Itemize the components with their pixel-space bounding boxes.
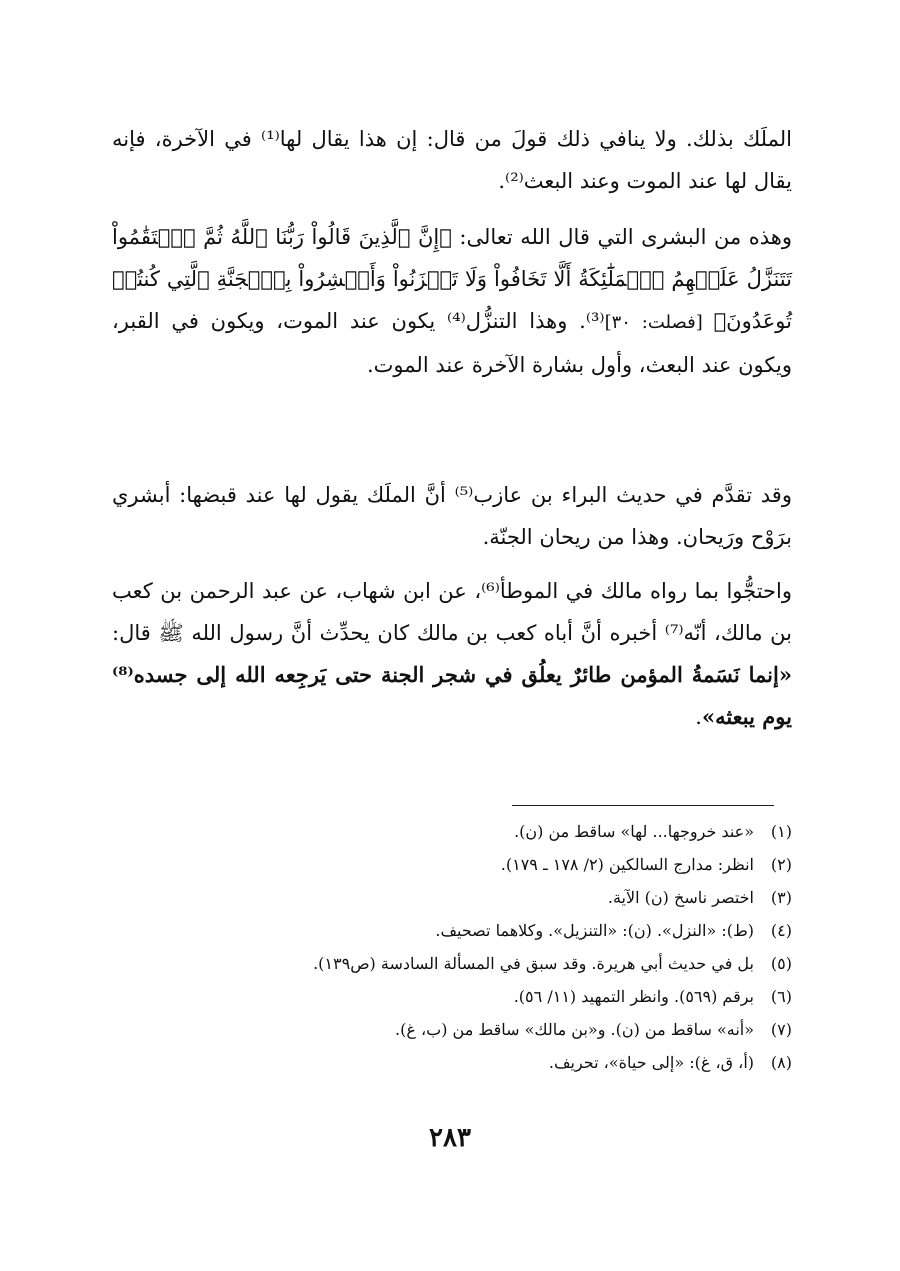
footnotes (112, 815, 792, 1079)
footnote (112, 815, 792, 848)
footnote-divider (512, 805, 774, 806)
verse-reference: [فصلت: ٣٠] (604, 312, 714, 333)
footnote-text: (أ، ق، غ): «إلى حياة»، تحريف. (548, 1053, 754, 1072)
footnote-text: برقم (٥٦٩). وانظر التمهيد (١١/ ٥٦). (513, 987, 754, 1006)
footnote-number: (٦) (770, 987, 792, 1006)
footnote-number: (٥) (770, 954, 792, 973)
paragraph-hadith (112, 570, 792, 738)
paragraph-intro: وهذه من البشرى التي قال الله تعالى: (451, 225, 792, 249)
footnote (112, 1046, 792, 1079)
paragraph: الملَك بذلك. ولا ينافي ذلك قولَ من قال: إن هذا يقال لها⁽¹⁾ في الآخرة، فإنه يقال لها عند الموت وعند البعث⁽²⁾. (112, 127, 792, 193)
footnote-text: بل في حديث أبي هريرة. وقد سبق في المسألة السادسة (ص١٣٩). (313, 954, 754, 973)
footnote (112, 947, 792, 980)
footnote (112, 848, 792, 881)
footnote-text: انظر: مدارج السالكين (٢/ ١٧٨ ـ ١٧٩). (500, 855, 754, 874)
paragraph-continuation: ⁽³⁾. وهذا التنزُّل⁽⁴⁾ يكون عند الموت، ويكون في القبر، ويكون عند البعث، وأول بشارة الآخرة عند الموت. (112, 309, 792, 377)
footnote (112, 1013, 792, 1046)
footnote-number: (٧) (770, 1020, 792, 1039)
footnote (112, 914, 792, 947)
paragraph-intro: واحتجُّوا بما رواه مالك في الموطأ⁽⁶⁾، عن ابن شهاب، عن عبد الرحمن بن كعب بن مالك، أنّه⁽⁷⁾ أخبره أنَّ أباه كعب بن مالك كان يحدِّث أنَّ رسول الله ﷺ قال: (112, 579, 792, 645)
paragraph-end: . (695, 705, 702, 729)
footnote-number: (٣) (770, 888, 792, 907)
quran-verse: ﴿إِنَّ ٱلَّذِينَ قَالُواْ رَبُّنَا ٱللَّهُ ثُمَّ ٱسۡتَقَٰمُواْ تَتَنَزَّلُ عَلَيۡهِمُ ٱلۡمَلَٰٓئِكَةُ أَلَّا تَخَافُواْ وَلَا تَحۡزَنُواْ وَأَبۡشِرُواْ بِٱلۡجَنَّةِ ٱلَّتِي كُنتُمۡ تُوعَدُونَ﴾ (112, 225, 792, 333)
footnote (112, 881, 792, 914)
footnote-text: اختصر ناسخ (ن) الآية. (607, 888, 754, 907)
footnote-text: (ط): «النزل». (ن): «التنزيل». وكلاهما تصحيف. (435, 921, 754, 940)
footnote-text: «عند خروجها... لها» ساقط من (ن). (514, 822, 754, 841)
footnote-number: (١) (770, 822, 792, 841)
footnote-text: «أنه» ساقط من (ن). و«بن مالك» ساقط من (ب، غ). (395, 1020, 754, 1039)
footnote-number: (٨) (770, 1053, 792, 1072)
hadith-text: «إنما نَسَمةُ المؤمن طائرٌ يعلُق في شجر الجنة حتى يَرجِعه الله إلى جسده⁽⁸⁾ يوم يبعثه» (112, 662, 792, 729)
footnote-number: (٤) (770, 921, 792, 940)
paragraph: وقد تقدَّم في حديث البراء بن عازب⁽⁵⁾ أنَّ الملَك يقول لها عند قبضها: أبشري برَوْح ورَيحان. وهذا من ريحان الجنّة. (112, 483, 792, 549)
main-text (112, 118, 792, 738)
footnote (112, 980, 792, 1013)
paragraph-quran (112, 216, 792, 386)
footnote-number: (٢) (770, 855, 792, 874)
page-number: ٢٨٣ (429, 1123, 471, 1153)
